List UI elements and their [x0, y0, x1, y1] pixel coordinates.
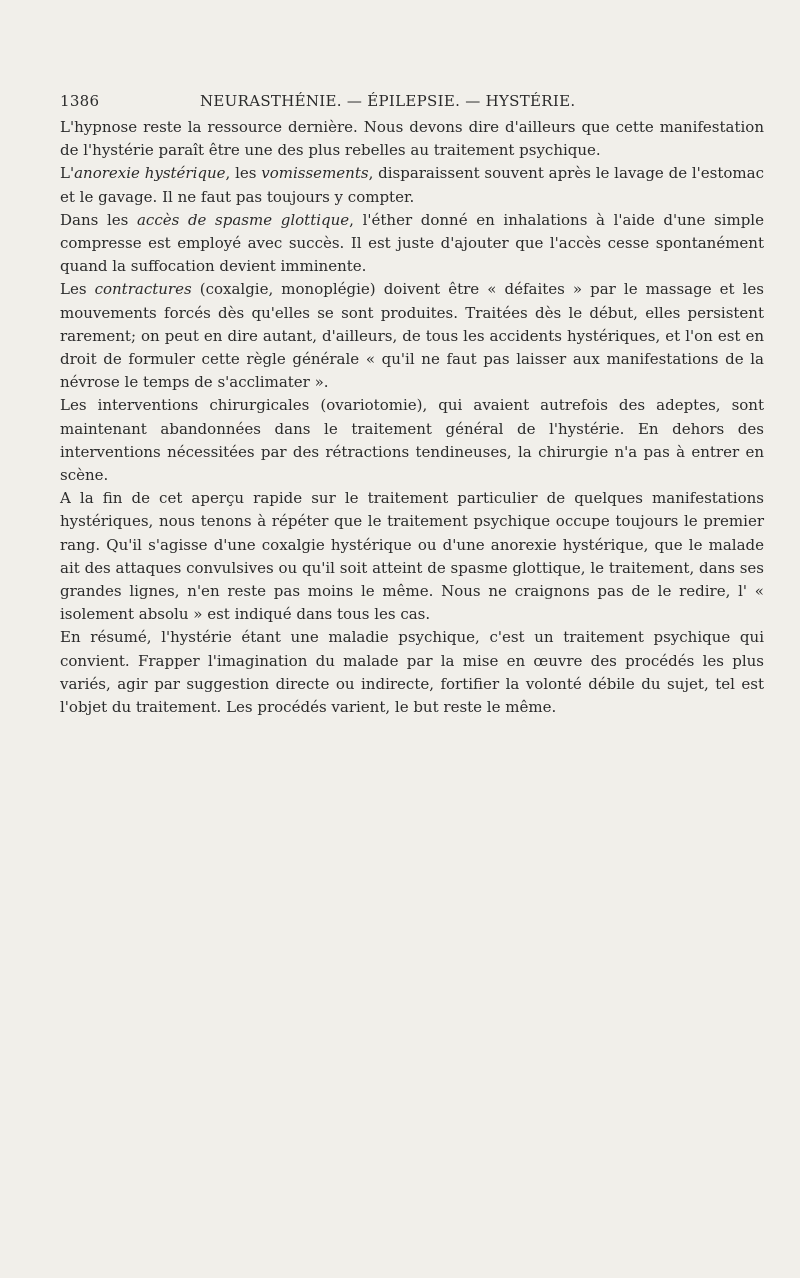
paragraph-contractures — [60, 278, 764, 394]
text-span: L'hypnose reste la ressource dernière. Nous devons dire d'ailleurs que cette manifestation de l'hystérie paraît être une des plus rebelles au traitement psychique. — [60, 118, 764, 160]
paragraph-interventions — [60, 394, 764, 487]
book-page — [60, 90, 764, 719]
paragraph-resume — [60, 626, 764, 719]
italic-term: contractures — [94, 280, 192, 299]
italic-term: vomissements — [261, 164, 369, 183]
paragraph-apercu — [60, 487, 764, 626]
text-span: L' — [60, 164, 75, 183]
page-number: 1386 — [60, 92, 100, 110]
text-span: (coxalgie, monoplégie) doivent être « défaites » par le massage et les mouvements forcés dès qu'elles se sont produites. Traitées dès le début, elles persistent rarement; on peut en dire autant, d'ailleurs, de tous les accidents hystériques, et l'on est en droit de formuler cette règle générale « qu'il ne faut pas laisser aux manifestations de la névrose le temps de s'acclimater ». — [60, 280, 764, 392]
text-span: , l'éther donné en inhalations à l'aide d'une simple compresse est employé avec succès. Il est juste d'ajouter que l'accès cesse spontanément quand la suffocation devient imminente. — [60, 210, 764, 276]
text-span: , disparaissent souvent après le lavage de l'estomac et le gavage. Il ne faut pas toujours y compter. — [60, 164, 764, 206]
paragraph-hypnose — [60, 116, 764, 162]
body-text — [60, 116, 764, 719]
text-span: Les — [60, 280, 95, 299]
paragraph-anorexie — [60, 162, 764, 208]
text-span: , les — [225, 164, 262, 183]
text-span: A la fin de cet aperçu rapide sur le traitement particulier de quelques manifestations hystériques, nous tenons à répéter que le traitement psychique occupe toujours le premier rang. Qu'il s'agisse d'une coxalgie hystérique ou d'une anorexie hystérique, que le malade ait des attaques convulsives ou qu'il soit atteint de spasme glottique, le traitement, dans ses grandes lignes, n'en reste pas moins le même. Nous ne craignons pas de le redire, l' « isolement absolu » est indiqué dans tous les cas. — [60, 489, 764, 624]
italic-term: accès de spasme glottique — [136, 210, 350, 229]
running-title: NEURASTHÉNIE. — ÉPILEPSIE. — HYSTÉRIE. — [200, 92, 576, 110]
italic-term: anorexie hystérique — [74, 164, 226, 183]
running-head — [60, 90, 764, 116]
text-span: Les interventions chirurgicales (ovariotomie), qui avaient autrefois des adeptes, sont maintenant abandonnées dans le traitement général de l'hystérie. En dehors des interventions nécessitées par des rétractions tendineuses, la chirurgie n'a pas à entrer en scène. — [60, 396, 764, 485]
text-span: Dans les — [60, 210, 137, 229]
paragraph-spasme — [60, 209, 764, 279]
text-span: En résumé, l'hystérie étant une maladie psychique, c'est un traitement psychique qui convient. Frapper l'imagination du malade par la mise en œuvre des procédés les plus variés, agir par suggestion directe ou indirecte, fortifier la volonté débile du sujet, tel est l'objet du traitement. Les procédés varient, le but reste le même. — [60, 628, 764, 717]
